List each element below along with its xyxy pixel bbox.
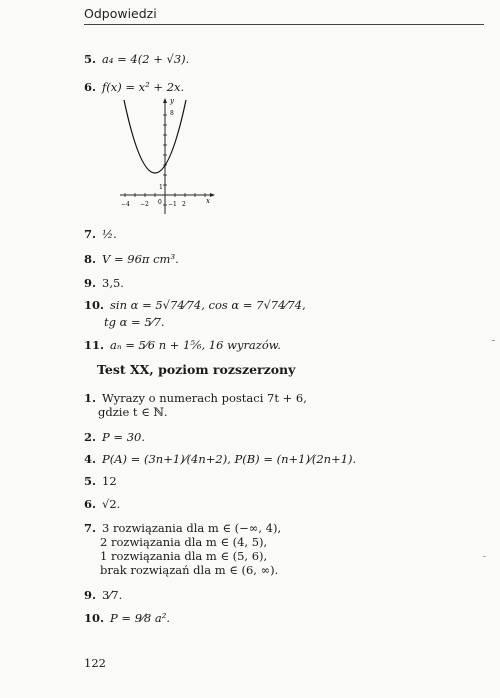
scan-speck xyxy=(492,340,495,341)
x-tick-label-minus1: −1 xyxy=(168,201,177,208)
answer-7 xyxy=(84,227,117,241)
x-tick-label-2: 2 xyxy=(182,201,186,208)
origin-label: 0 xyxy=(158,199,162,206)
answer-b2 xyxy=(84,430,145,444)
answer-text: f(x) = x² + 2x. xyxy=(102,80,185,94)
x-tick-label-minus2: −2 xyxy=(140,201,149,208)
running-header: Odpowiedzi xyxy=(84,6,157,21)
answer-number: 7. xyxy=(84,227,97,241)
answer-number: 11. xyxy=(84,338,105,352)
answer-number: 5. xyxy=(84,52,97,66)
answer-text: Wyrazy o numerach postaci 7t + 6, xyxy=(102,391,307,405)
answer-5 xyxy=(84,52,189,66)
answer-text: brak rozwiązań dla m ∈ (6, ∞). xyxy=(100,563,279,577)
answer-number: 5. xyxy=(84,474,97,488)
answer-text: aₙ = 5⁄6 n + 1⁵⁄₆, 16 wyrazów. xyxy=(110,338,281,352)
answer-text: a₄ = 4(2 + √3). xyxy=(102,52,190,66)
answer-text: 3 rozwiązania dla m ∈ (−∞, 4), xyxy=(102,521,282,535)
answer-text: 12 xyxy=(102,474,117,488)
answer-9 xyxy=(84,276,124,290)
answer-b7 xyxy=(84,521,281,535)
answer-text: tg α = 5⁄7. xyxy=(104,315,165,329)
answer-text: ½. xyxy=(102,227,117,241)
header-rule xyxy=(84,24,484,25)
y-axis-label: y xyxy=(170,97,174,105)
parabola-curve xyxy=(124,100,186,173)
answer-b7-line2 xyxy=(100,535,267,549)
answer-number: 6. xyxy=(84,497,97,511)
answer-text: P = 9⁄8 a². xyxy=(110,611,171,625)
answer-text: 3,5. xyxy=(102,276,124,290)
answer-b7-line3 xyxy=(100,549,267,563)
answer-text: P(A) = (3n+1)⁄(4n+2), P(B) = (n+1)⁄(2n+1). xyxy=(102,452,357,466)
y-axis-arrow xyxy=(163,98,167,103)
answer-b6 xyxy=(84,497,120,511)
answer-b1 xyxy=(84,391,307,405)
answer-b7-line4 xyxy=(100,563,278,577)
answer-11 xyxy=(84,338,281,352)
answer-number: 2. xyxy=(84,430,97,444)
section-heading: Test XX, poziom rozszerzony xyxy=(97,362,296,377)
answer-number: 9. xyxy=(84,588,97,602)
answer-b5 xyxy=(84,474,117,488)
answer-10-line2 xyxy=(104,315,165,329)
parabola-graph xyxy=(118,96,218,216)
scan-speck xyxy=(483,556,486,557)
answer-number: 7. xyxy=(84,521,97,535)
y-tick-label-1: 1 xyxy=(159,184,163,191)
x-tick-label-minus4: −4 xyxy=(121,201,130,208)
page-number: 122 xyxy=(84,656,106,670)
answer-number: 10. xyxy=(84,611,105,625)
answer-6 xyxy=(84,80,184,94)
answer-b10 xyxy=(84,611,170,625)
answer-number: 8. xyxy=(84,252,97,266)
answer-text: sin α = 5√74⁄74, cos α = 7√74⁄74, xyxy=(110,298,306,312)
answer-text: 2 rozwiązania dla m ∈ (4, 5), xyxy=(100,535,268,549)
answer-number: 1. xyxy=(84,391,97,405)
answer-10 xyxy=(84,298,306,312)
answer-text: 3⁄7. xyxy=(102,588,123,602)
y-tick-label-8: 8 xyxy=(170,110,174,117)
answer-text: gdzie t ∈ ℕ. xyxy=(98,405,168,419)
answer-b4 xyxy=(84,452,356,466)
answer-b1-line2 xyxy=(98,405,168,419)
answer-text: V = 96π cm³. xyxy=(102,252,179,266)
x-axis-label: x xyxy=(206,197,210,205)
answer-b9 xyxy=(84,588,122,602)
answer-text: P = 30. xyxy=(102,430,145,444)
answer-number: 10. xyxy=(84,298,105,312)
answer-text: √2. xyxy=(102,497,121,511)
answer-number: 6. xyxy=(84,80,97,94)
answer-8 xyxy=(84,252,179,266)
x-axis-arrow xyxy=(210,193,215,197)
answer-number: 4. xyxy=(84,452,97,466)
answer-number: 9. xyxy=(84,276,97,290)
answer-text: 1 rozwiązania dla m ∈ (5, 6), xyxy=(100,549,268,563)
